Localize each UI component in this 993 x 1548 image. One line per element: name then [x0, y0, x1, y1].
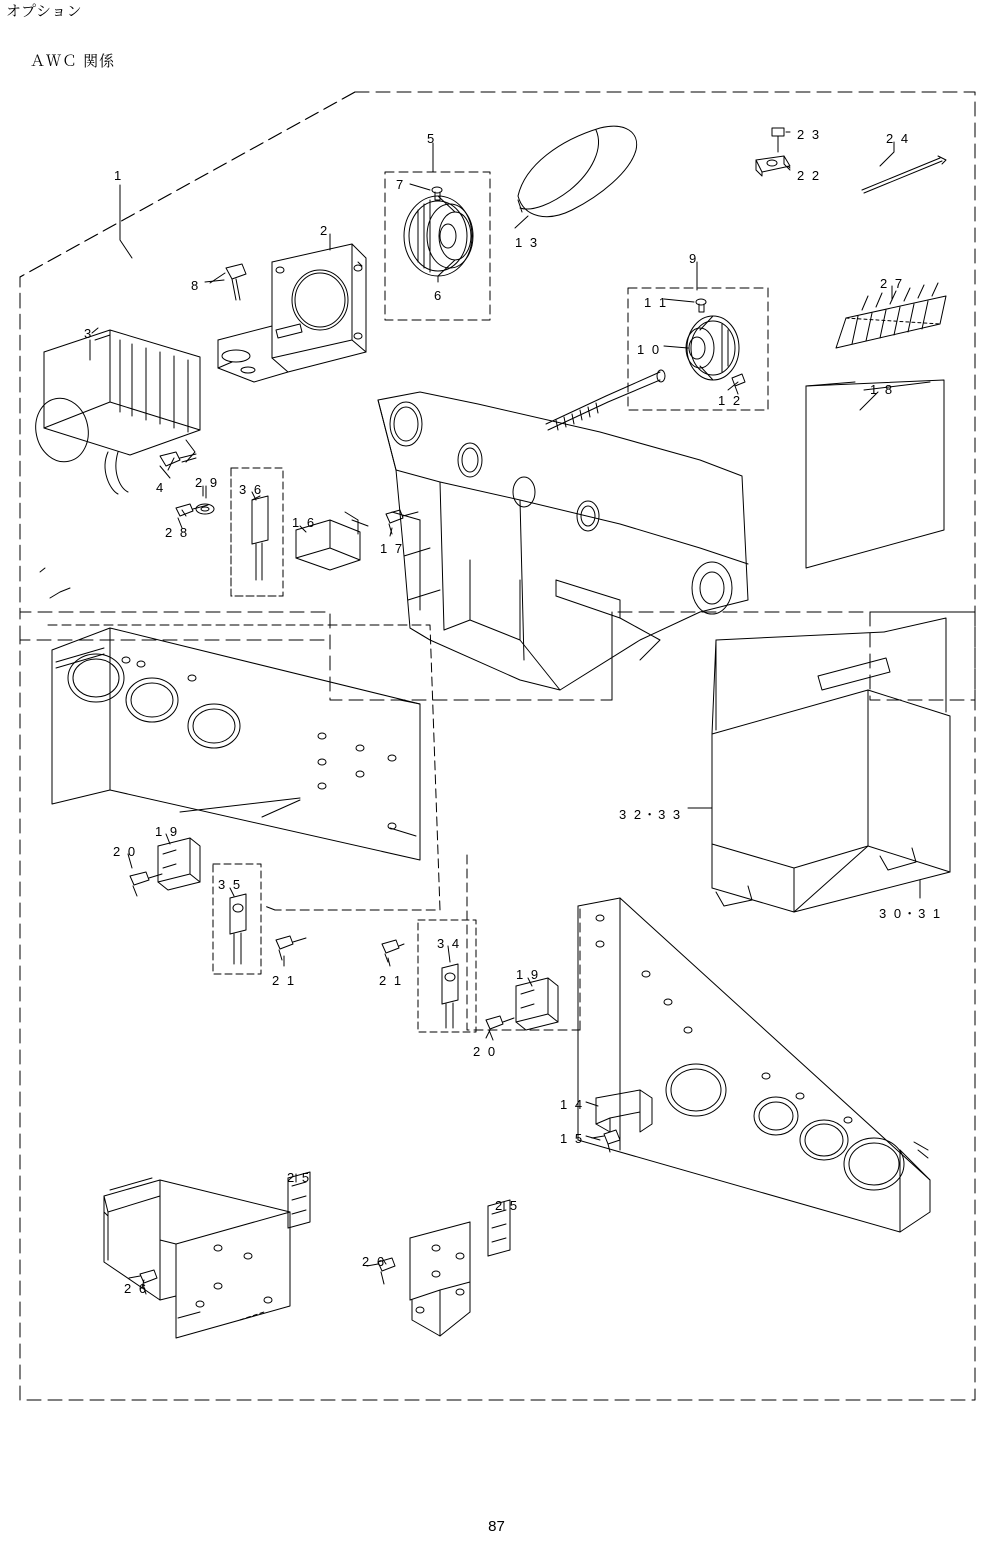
callout-label: 7: [396, 177, 406, 192]
callout-label: 2 5: [287, 1170, 312, 1185]
callout-label: 2 3: [797, 127, 822, 142]
callout-label: 2 0: [473, 1044, 498, 1059]
callout-label: 2 0: [113, 844, 138, 859]
callout-label: 2 4: [886, 131, 911, 146]
callout-label: 1 3: [515, 235, 540, 250]
callout-label: 2 5: [495, 1198, 520, 1213]
callout-label: 3 0・3 1: [879, 906, 943, 921]
callout-label: 1 8: [870, 382, 895, 397]
callout-label: 1: [114, 168, 124, 183]
callout-label: 2 6: [124, 1281, 149, 1296]
callout-label: 1 2: [718, 393, 743, 408]
callout-label: 1 5: [560, 1131, 585, 1146]
callout-label: 1 0: [637, 342, 662, 357]
callout-label: 3 6: [239, 482, 264, 497]
callout-label: 1 4: [560, 1097, 585, 1112]
callout-label: 3 4: [437, 936, 462, 951]
page-number: 87: [488, 1518, 505, 1535]
callout-label: 4: [156, 480, 166, 495]
callout-label: 2 1: [379, 973, 404, 988]
callout-label: 2 1: [272, 973, 297, 988]
callout-label: 3 2・3 3: [619, 807, 683, 822]
callout-label: 3 5: [218, 877, 243, 892]
page-title: オプション: [6, 3, 83, 20]
callout-label: 1 9: [516, 967, 541, 982]
callout-label: 1 6: [292, 515, 317, 530]
callout-label: 5: [427, 131, 437, 146]
callout-label: 2 6: [362, 1254, 387, 1269]
callout-label: 1 9: [155, 824, 180, 839]
callout-label: 1 1: [644, 295, 669, 310]
page-subtitle: ＡＷＣ 関係: [30, 53, 116, 70]
callout-label: 6: [434, 288, 444, 303]
callout-label: 2 2: [797, 168, 822, 183]
callout-label: 2 7: [880, 276, 905, 291]
callout-label: 2 8: [165, 525, 190, 540]
callout-label: 2 9: [195, 475, 220, 490]
callout-label: 9: [689, 251, 699, 266]
callout-label: 1 7: [380, 541, 405, 556]
callout-label: 2: [320, 223, 330, 238]
callout-label: 8: [191, 278, 201, 293]
callout-label: 3: [84, 326, 94, 341]
